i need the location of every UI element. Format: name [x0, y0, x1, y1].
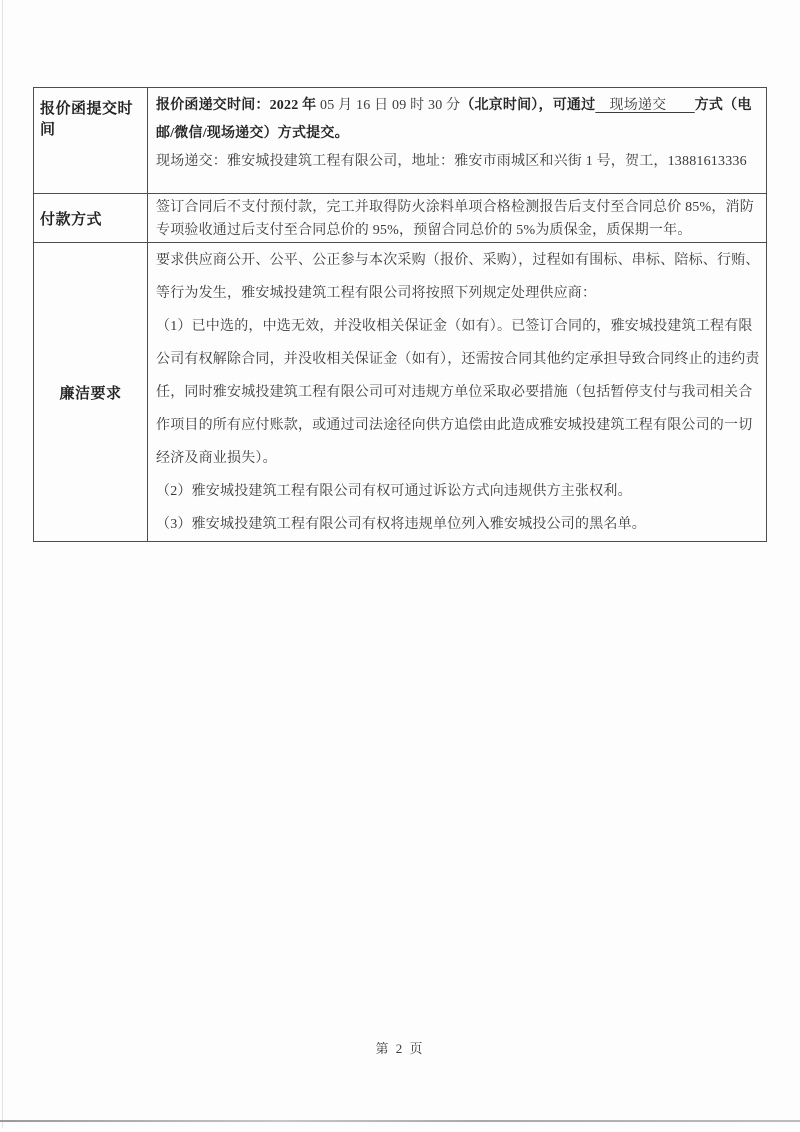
table-row-integrity-requirements: [34, 243, 767, 542]
table-row-payment-terms: [34, 194, 767, 243]
onsite-delivery-address-line: 现场递交：雅安城投建筑工程有限公司，地址：雅安市雨城区和兴街 1 号，贺工，13881613336: [156, 154, 747, 169]
submission-date-value: 05 月 16 日 09 时 30 分: [320, 98, 461, 113]
submission-time-text: 报价函递交时间：2022 年: [156, 98, 320, 113]
submission-time-line: [156, 92, 760, 148]
page-number: 第 2 页: [375, 1041, 425, 1056]
integrity-clause-2: （2）雅安城投建筑工程有限公司有权可通过诉讼方式向违规供方主张权利。: [156, 484, 632, 499]
row-label-payment-terms: 付款方式: [34, 194, 148, 243]
row-label-integrity-requirements: 廉洁要求: [34, 243, 148, 542]
row-label-submission-time: 报价函提交时间: [34, 88, 148, 194]
submission-timezone-text: （北京时间），可通过: [460, 98, 596, 113]
scan-edge-bottom: [0, 1120, 800, 1122]
integrity-clause-1: （1）已中选的，中选无效，并没收相关保证金（如有）。已签订合同的，雅安城投建筑工程有限公司有权解除合同，并没收相关保证金（如有），还需按合同其他约定承担导致合同终止的违约责任，同时雅安城投建筑工程有限公司可对违规方单位采取必要措施（包括暂停支付与我司相关合作项目的所有应付账款，或通过司法途径向供方追偿由此造成雅安城投建筑工程有限公司的一切经济及商业损失）。: [156, 319, 760, 466]
payment-terms-text: 签订合同后不支付预付款，完工并取得防火涂料单项合格检测报告后支付至合同总价 85%，消防专项验收通过后支付至合同总价的 95%，预留合同总价的 5%为质保金，质保期一年。: [156, 200, 754, 238]
scan-edge-left: [2, 0, 3, 1128]
cell-integrity-requirements-content: [148, 243, 767, 542]
integrity-intro-text: 要求供应商公开、公平、公正参与本次采购（报价、采购），过程如有围标、串标、陪标、行贿、等行为发生，雅安城投建筑工程有限公司将按照下列规定处理供应商：: [156, 253, 760, 301]
delivery-method-underlined: 现场递交: [595, 98, 695, 113]
table-row-submission-time: [34, 88, 767, 194]
submission-method-options: 方式（电邮/微信/现场递交）方式提交。: [156, 98, 752, 141]
quotation-info-table: [33, 87, 767, 542]
integrity-clause-3: （3）雅安城投建筑工程有限公司有权将违规单位列入雅安城投公司的黑名单。: [156, 517, 646, 532]
cell-payment-terms-content: [148, 194, 767, 243]
cell-submission-time-content: [148, 88, 767, 194]
